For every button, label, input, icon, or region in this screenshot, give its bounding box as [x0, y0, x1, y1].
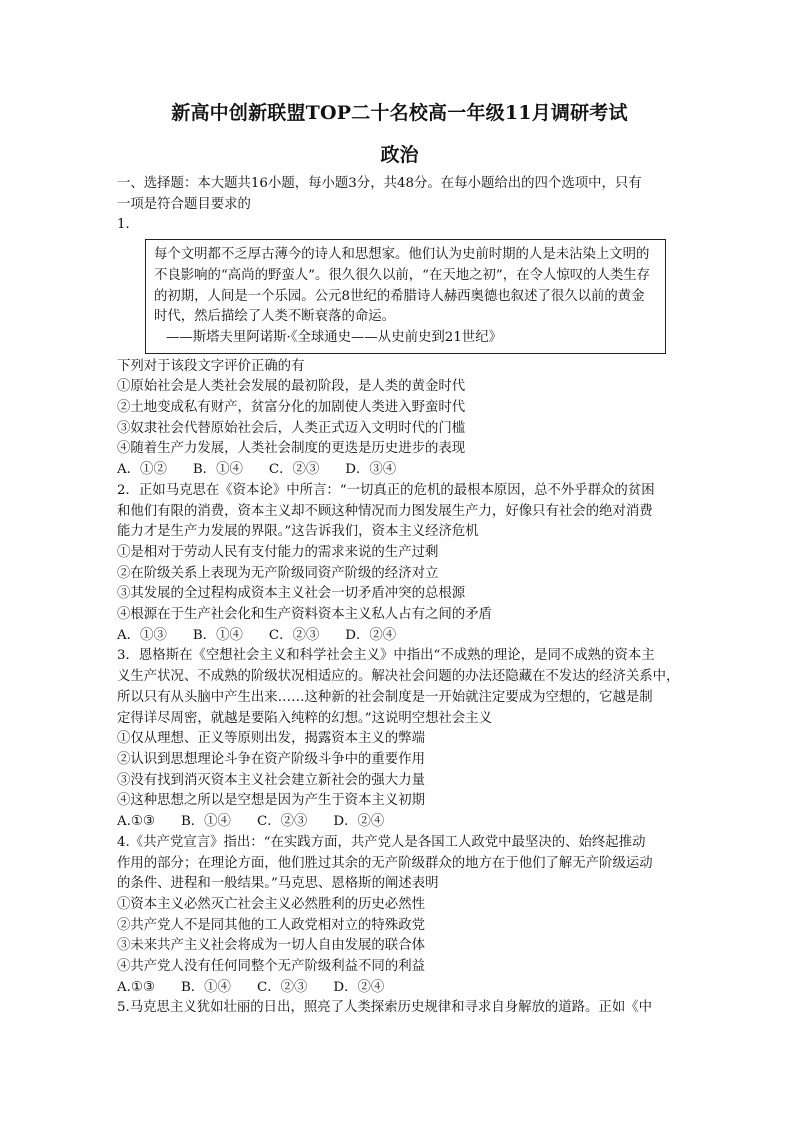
- choice-item: ④根源在于生产社会化和生产资料资本主义私人占有之间的矛盾: [117, 607, 492, 623]
- option-b: B．①④: [192, 627, 243, 643]
- question-5: [117, 998, 682, 1019]
- option-d: D．②④: [333, 979, 385, 995]
- option-c: C．②③: [268, 462, 320, 478]
- question-stem: 2．正如马克思在《资本论》中所言：“一切真正的危机的最根本原因，总不外乎群众的贫困: [117, 482, 655, 498]
- answer-options: [117, 978, 682, 999]
- option-b: B．①④: [192, 462, 243, 478]
- question-stem: 4.《共产党宣言》指出：“在实践方面，共产党人是各国工人政党中最坚决的、始终起推动: [117, 834, 646, 850]
- question-1: [117, 215, 682, 480]
- option-c: C．②③: [256, 979, 308, 995]
- option-a: A．①②: [117, 462, 167, 478]
- choice-item: ④共产党人没有任何同整个无产阶级利益不同的利益: [117, 959, 425, 975]
- instruction-line: 一、选择题：本大题共16小题，每小题3分，共48分。在每小题给出的四个选项中，只有: [117, 176, 642, 191]
- instruction-line: 一项是符合题目要求的: [117, 196, 251, 212]
- exam-title: 新高中创新联盟TOP二十名校高一年级11月调研考试: [171, 102, 628, 124]
- option-a: A.①③: [117, 814, 155, 830]
- answer-options: [117, 460, 682, 481]
- choice-item: ③没有找到消灭资本主义社会建立新社会的强大力量: [117, 772, 425, 788]
- choice-item: ④随着生产力发展，人类社会制度的更迭是历史进步的表现: [117, 441, 466, 457]
- quote-source: ——斯塔夫里阿诺斯·《全球通史——从史前史到21世纪》: [166, 329, 502, 345]
- option-b: B．①④: [180, 814, 231, 830]
- choice-item: ③奴隶社会代替原始社会后，人类正式迈入文明时代的门槛: [117, 420, 466, 436]
- subject-title: 政治: [380, 144, 419, 166]
- choice-item: ②认识到思想理论斗争在资产阶级斗争中的重要作用: [117, 751, 425, 767]
- section-instructions: [117, 174, 682, 215]
- choice-item: ②土地变成私有财产，贫富分化的加剧使人类进入野蛮时代: [117, 400, 466, 416]
- choice-item: ②共产党人不是同其他的工人政党相对立的特殊政党: [117, 917, 425, 933]
- question-stem: 5.马克思主义犹如壮丽的日出，照亮了人类探索历史规律和寻求自身解放的道路。正如《中: [117, 1000, 653, 1016]
- option-a: A．①③: [117, 627, 167, 643]
- question-stem: 和他们有限的消费，资本主义却不顾这种情况而力图发展生产力，好像只有社会的绝对消费: [117, 503, 653, 519]
- choice-item: ①仅从理想、正义等原则出发，揭露资本主义的弊端: [117, 731, 425, 747]
- option-d: D．②④: [333, 814, 385, 830]
- question-number: 1．: [117, 217, 139, 233]
- question-stem: 义生产状况、不成熟的阶级状况相适应的。解决社会问题的办法还隐藏在不发达的经济关系中，: [117, 669, 680, 685]
- question-stem: 的条件、进程和一般结果。”马克思、恩格斯的阐述表明: [117, 876, 439, 892]
- quote-line: 时代，然后描绘了人类不断衰落的命运。: [154, 309, 396, 325]
- question-stem: 能力才是生产力发展的界限。”这告诉我们，资本主义经济危机: [117, 524, 479, 540]
- choice-item: ①原始社会是人类社会发展的最初阶段，是人类的黄金时代: [117, 379, 466, 395]
- choice-item: ③未来共产主义社会将成为一切人自由发展的联合体: [117, 938, 425, 954]
- choice-item: ①是相对于劳动人民有支付能力的需求来说的生产过剩: [117, 544, 439, 560]
- question-stem: 定得详尽周密，就越是要陷入纯粹的幻想。”这说明空想社会主义: [117, 710, 493, 726]
- answer-options: [117, 812, 682, 833]
- question-stem: 3．恩格斯在《空想社会主义和科学社会主义》中指出“不成熟的理论，是同不成熟的资本主: [117, 648, 655, 664]
- choice-item: ①资本主义必然灭亡社会主义必然胜利的历史必然性: [117, 896, 425, 912]
- option-c: C．②③: [268, 627, 320, 643]
- quote-line: 不良影响的“高尚的野蛮人”。很久很久以前，“在天地之初”，在令人惊叹的人类生存: [154, 267, 651, 283]
- question-stem: 下列对于该段文字评价正确的有: [117, 358, 305, 374]
- answer-options: [117, 626, 682, 647]
- question-4: [117, 833, 682, 999]
- quote-box: [145, 239, 666, 354]
- question-3: [117, 646, 682, 832]
- choice-item: ④这种思想之所以是空想是因为产生于资本主义初期: [117, 793, 425, 809]
- quote-line: 的初期，人间是一个乐园。公元8世纪的希腊诗人赫西奥德也叙述了很久以前的黄金: [154, 288, 645, 304]
- quote-line: 每个文明都不乏厚古薄今的诗人和思想家。他们认为史前时期的人是未沾染上文明的: [154, 247, 650, 263]
- question-stem: 所以只有从头脑中产生出来……这种新的社会制度是一开始就注定要成为空想的，它越是制: [117, 689, 653, 705]
- choice-item: ③其发展的全过程构成资本主义社会一切矛盾冲突的总根源: [117, 586, 466, 602]
- option-d: D．③④: [345, 462, 397, 478]
- option-c: C．②③: [256, 814, 308, 830]
- choice-item: ②在阶级关系上表现为无产阶级同资产阶级的经济对立: [117, 565, 439, 581]
- option-b: B．①④: [180, 979, 231, 995]
- question-2: [117, 481, 682, 647]
- option-a: A.①③: [117, 979, 155, 995]
- option-d: D．②④: [345, 627, 397, 643]
- question-stem: 作用的部分；在理论方面，他们胜过其余的无产阶级群众的地方在于他们了解无产阶级运动: [117, 855, 653, 871]
